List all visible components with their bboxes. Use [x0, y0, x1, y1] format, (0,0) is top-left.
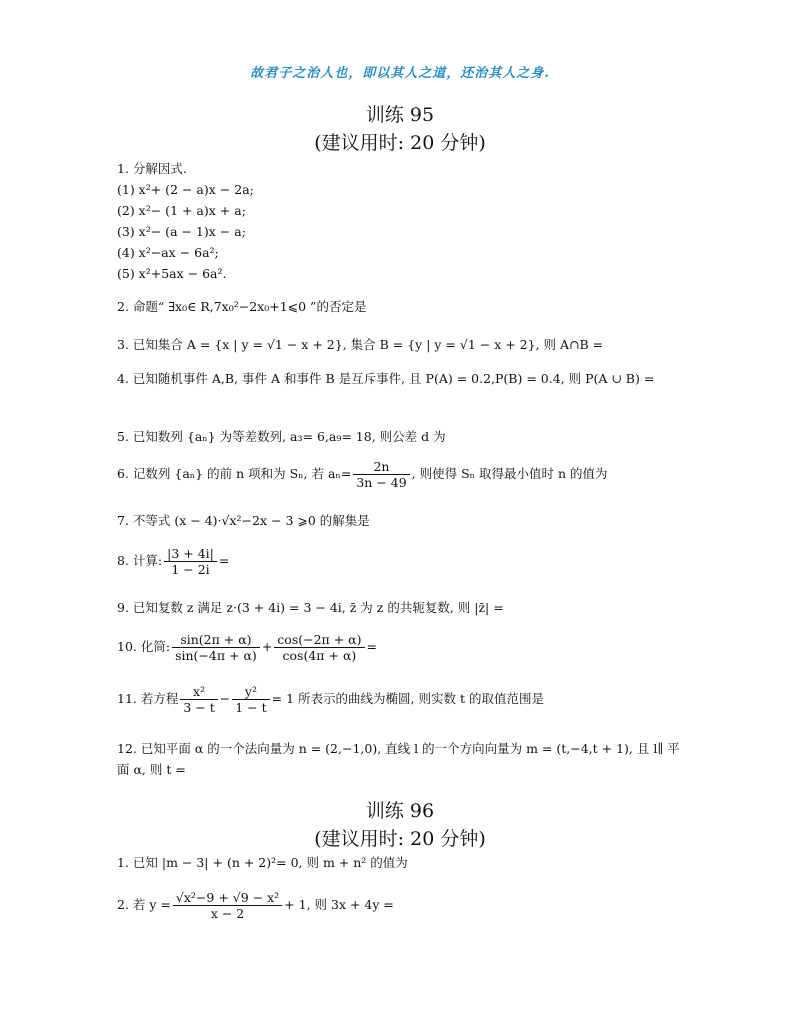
question-1-part-2: (2) x²− (1 + a)x + a;	[117, 203, 246, 218]
question-11	[117, 684, 687, 715]
fraction-numerator: x²	[180, 684, 217, 700]
fraction-numerator: √x²−9 + √9 − x²	[173, 890, 282, 906]
fraction-numerator: 2n	[353, 459, 409, 475]
question-1-part-3: (3) x²− (a − 1)x − a;	[117, 224, 246, 239]
fraction-denominator: 1 − t	[235, 700, 267, 715]
question-12: 12. 已知平面 α 的一个法向量为 n = (2,−1,0), 直线 l 的一个方向向量为 m = (t,−4,t + 1), 且 l∥ 平面 α, 则 t =	[117, 741, 680, 777]
question-6-pre: 6. 记数列 {aₙ} 的前 n 项和为 Sₙ, 若 aₙ=	[117, 466, 352, 481]
question-6-fraction	[353, 459, 409, 490]
section-95-subtitle: (建议用时: 20 分钟)	[314, 132, 486, 154]
fraction-numerator: cos(−2π + α)	[274, 632, 364, 648]
header-motto: 故君子之治人也，即以其人之道，还治其人之身.	[250, 66, 550, 81]
question-6	[117, 459, 687, 490]
section-96-question-1: 1. 已知 |m − 3| + (n + 2)²= 0, 则 m + n² 的值为	[117, 855, 408, 870]
section-95-title: 训练 95	[365, 104, 435, 126]
question-1-stem: 1. 分解因式.	[117, 161, 187, 176]
question-3: 3. 已知集合 A = {x | y = √1 − x + 2}, 集合 B = {y | y = √1 − x + 2}, 则 A∩B =	[117, 337, 604, 352]
question-1-part-1: (1) x²+ (2 − a)x − 2a;	[117, 182, 254, 197]
question-5: 5. 已知数列 {aₙ} 为等差数列, a₃= 6,a₉= 18, 则公差 d 为	[117, 429, 446, 444]
question-1-part-4: (4) x²−ax − 6a²;	[117, 245, 219, 260]
fraction-denominator: x − 2	[210, 906, 245, 921]
question-8	[117, 546, 687, 577]
question-4: 4. 已知随机事件 A,B, 事件 A 和事件 B 是互斥事件, 且 P(A) = 0.2,P(B) = 0.4, 则 P(A ∪ B) =	[117, 371, 655, 386]
question-11-fraction-1	[180, 684, 217, 715]
s2-question-2-fraction	[173, 890, 282, 921]
fraction-denominator: cos(4π + α)	[282, 648, 357, 663]
fraction-denominator: 3n − 49	[356, 475, 407, 490]
question-1-part-5: (5) x²+5ax − 6a².	[117, 266, 227, 281]
question-7: 7. 不等式 (x − 4)·√x²−2x − 3 ⩾0 的解集是	[117, 513, 370, 528]
question-9: 9. 已知复数 z 满足 z·(3 + 4i) = 3 − 4i, z̄ 为 z 的共轭复数, 则 |z̄| =	[117, 600, 504, 615]
question-8-post: =	[218, 553, 230, 568]
section-96-subtitle: (建议用时: 20 分钟)	[314, 828, 486, 850]
question-11-operator: −	[219, 691, 231, 706]
question-10-pre: 10. 化简:	[117, 639, 171, 654]
fraction-denominator: 3 − t	[183, 700, 215, 715]
fraction-numerator: |3 + 4i|	[164, 546, 217, 562]
question-10	[117, 632, 687, 663]
question-11-post: = 1 所表示的曲线为椭圆, 则实数 t 的取值范围是	[271, 691, 544, 706]
section-96-title: 训练 96	[365, 800, 435, 822]
fraction-denominator: 1 − 2i	[171, 562, 210, 577]
question-8-pre: 8. 计算:	[117, 553, 163, 568]
question-2: 2. 命题“ ∃x₀∈ R,7x₀²−2x₀+1⩽0 ”的否定是	[117, 299, 367, 314]
question-11-fraction-2	[232, 684, 269, 715]
question-10-fraction-2	[274, 632, 364, 663]
question-10-fraction-1	[172, 632, 260, 663]
question-8-fraction	[164, 546, 217, 577]
question-6-post: , 则使得 Sₙ 取得最小值时 n 的值为	[411, 466, 608, 481]
question-11-pre: 11. 若方程	[117, 691, 179, 706]
s2-question-2-post: + 1, 则 3x + 4y =	[284, 897, 394, 912]
question-10-post: =	[366, 639, 377, 654]
question-1	[117, 158, 687, 284]
fraction-numerator: sin(2π + α)	[172, 632, 260, 648]
question-10-operator: +	[261, 639, 273, 654]
fraction-denominator: sin(−4π + α)	[175, 648, 257, 663]
s2-question-2-pre: 2. 若 y =	[117, 897, 171, 912]
fraction-numerator: y²	[232, 684, 269, 700]
section-96-question-2	[117, 890, 687, 921]
